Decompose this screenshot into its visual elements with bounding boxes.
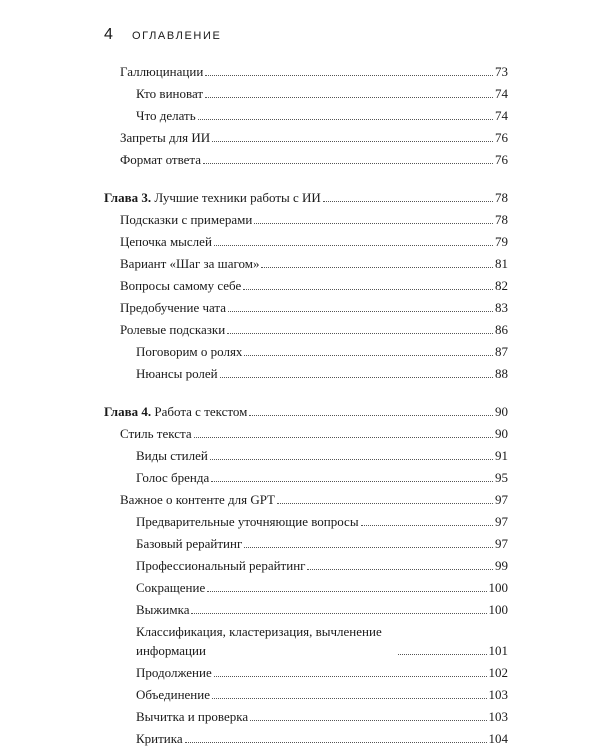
leader-dots	[207, 591, 486, 592]
toc-entry[interactable]	[104, 298, 508, 317]
toc-entry-page: 86	[495, 322, 508, 337]
toc-entry-title: Профессиональный рерайтинг	[136, 558, 306, 573]
toc-entry-page: 81	[495, 256, 508, 271]
toc-entry-page: 90	[495, 426, 508, 441]
toc-entry[interactable]	[104, 128, 508, 147]
toc-entry-title: Голос бренда	[136, 470, 210, 485]
page-number: 4	[104, 26, 113, 43]
toc-entry[interactable]	[104, 729, 508, 748]
leader-dots	[254, 223, 493, 224]
leader-dots	[307, 569, 493, 570]
toc-entry[interactable]	[104, 685, 508, 704]
toc-entry-page: 90	[495, 404, 508, 419]
toc-entry-title: Классификация, кластеризация, вычленение информации	[136, 624, 382, 658]
chapter-gap	[104, 386, 508, 402]
leader-dots	[398, 654, 487, 655]
leader-dots	[250, 720, 486, 721]
toc-entry[interactable]	[104, 150, 508, 169]
toc-entry-title: Стиль текста	[120, 426, 192, 441]
leader-dots	[261, 267, 493, 268]
toc-entry-page: 76	[495, 130, 508, 145]
leader-dots	[227, 333, 493, 334]
toc-entry[interactable]	[104, 707, 508, 726]
toc-entry-page: 74	[495, 86, 508, 101]
toc-entry-title: Вычитка и проверка	[136, 709, 249, 724]
toc-chapter[interactable]	[104, 402, 508, 421]
chapter-number: Глава 4.	[104, 404, 152, 419]
toc-entry-page: 83	[495, 300, 508, 315]
toc-entry-title: Формат ответа	[120, 152, 202, 167]
toc-entry-title: Выжимка	[136, 602, 190, 617]
toc-entry[interactable]	[104, 468, 508, 487]
leader-dots	[185, 742, 487, 743]
leader-dots	[191, 613, 486, 614]
toc-entry-page: 97	[495, 492, 508, 507]
toc-entry[interactable]	[104, 424, 508, 443]
leader-dots	[277, 503, 493, 504]
toc-entry[interactable]	[104, 364, 508, 383]
toc-entry-page: 76	[495, 152, 508, 167]
toc-entry-page: 97	[495, 514, 508, 529]
leader-dots	[228, 311, 493, 312]
toc-entry-page: 95	[495, 470, 508, 485]
toc-entry-page: 97	[495, 536, 508, 551]
toc-entry-title: Кто виноват	[136, 86, 204, 101]
page-header	[104, 26, 221, 44]
toc-entry-title: Нюансы ролей	[136, 366, 218, 381]
toc-entry[interactable]	[104, 446, 508, 465]
toc-entry-title: Виды стилей	[136, 448, 208, 463]
leader-dots	[205, 75, 493, 76]
toc-entry-page: 101	[488, 643, 508, 658]
toc-entry-page: 103	[488, 687, 508, 702]
toc-entry[interactable]	[104, 534, 508, 553]
leader-dots	[205, 97, 493, 98]
toc-entry-title: Вопросы самому себе	[120, 278, 242, 293]
toc-entry-title: Важное о контенте для GPT	[120, 492, 275, 507]
toc-entry[interactable]	[104, 600, 508, 619]
chapter-name: Лучшие техники работы с ИИ	[154, 190, 321, 205]
toc-entry-page: 78	[495, 212, 508, 227]
chapter-gap	[104, 172, 508, 188]
toc-entry[interactable]	[104, 232, 508, 251]
toc-entry-title: Цепочка мыслей	[120, 234, 212, 249]
toc-entry[interactable]	[104, 254, 508, 273]
toc-entry-page: 104	[488, 731, 508, 746]
toc-entry[interactable]	[104, 512, 508, 531]
leader-dots	[220, 377, 493, 378]
toc-entry-page: 79	[495, 234, 508, 249]
leader-dots	[210, 459, 493, 460]
leader-dots	[212, 698, 487, 699]
toc-entry-page: 103	[488, 709, 508, 724]
toc-entry[interactable]	[104, 84, 508, 103]
leader-dots	[244, 547, 493, 548]
toc-entry-page: 91	[495, 448, 508, 463]
toc-entry-title: Поговорим о ролях	[136, 344, 243, 359]
toc-entry-page: 102	[488, 665, 508, 680]
table-of-contents	[104, 62, 508, 751]
toc-entry-page: 99	[495, 558, 508, 573]
toc-entry[interactable]	[104, 490, 508, 509]
toc-chapter-title	[104, 402, 247, 421]
toc-entry[interactable]	[104, 320, 508, 339]
leader-dots	[203, 163, 493, 164]
toc-entry-title: Запреты для ИИ	[120, 130, 211, 145]
leader-dots	[214, 676, 487, 677]
leader-dots	[244, 355, 493, 356]
toc-entry-title: Продолжение	[136, 665, 212, 680]
toc-entry-title: Предобучение чата	[120, 300, 227, 315]
chapter-number: Глава 3.	[104, 190, 152, 205]
toc-chapter-title	[104, 188, 321, 207]
leader-dots	[214, 245, 493, 246]
toc-entry[interactable]	[104, 556, 508, 575]
toc-entry[interactable]	[104, 578, 508, 597]
toc-entry[interactable]	[104, 663, 508, 682]
leader-dots	[211, 481, 493, 482]
toc-entry[interactable]	[104, 210, 508, 229]
chapter-name: Работа с текстом	[154, 404, 248, 419]
toc-entry-title: Критика	[136, 731, 183, 746]
leader-dots	[194, 437, 493, 438]
toc-entry-title: Предварительные уточняющие вопросы	[136, 514, 359, 529]
toc-entry-page: 100	[488, 580, 508, 595]
leader-dots	[323, 201, 493, 202]
toc-entry[interactable]	[104, 622, 508, 660]
toc-entry-page: 87	[495, 344, 508, 359]
toc-entry-title: Галлюцинации	[120, 64, 204, 79]
toc-entry-title: Базовый рерайтинг	[136, 536, 243, 551]
toc-entry-title: Подсказки с примерами	[120, 212, 253, 227]
toc-entry-title: Что делать	[136, 108, 196, 123]
leader-dots	[361, 525, 493, 526]
leader-dots	[243, 289, 493, 290]
toc-entry[interactable]	[104, 62, 508, 81]
leader-dots	[212, 141, 493, 142]
toc-entry-page: 78	[495, 190, 508, 205]
toc-entry[interactable]	[104, 276, 508, 295]
toc-entry-title: Сокращение	[136, 580, 206, 595]
toc-entry-title: Вариант «Шаг за шагом»	[120, 256, 260, 271]
toc-entry[interactable]	[104, 342, 508, 361]
toc-entry-page: 73	[495, 64, 508, 79]
leader-dots	[198, 119, 493, 120]
toc-entry-page: 88	[495, 366, 508, 381]
toc-entry[interactable]	[104, 106, 508, 125]
toc-entry-title: Объединение	[136, 687, 210, 702]
leader-dots	[249, 415, 493, 416]
toc-chapter[interactable]	[104, 188, 508, 207]
toc-entry-page: 82	[495, 278, 508, 293]
toc-entry-page: 74	[495, 108, 508, 123]
toc-entry-page: 100	[488, 602, 508, 617]
section-title: ОГЛАВЛЕНИЕ	[132, 30, 222, 42]
toc-entry-title: Ролевые подсказки	[120, 322, 226, 337]
